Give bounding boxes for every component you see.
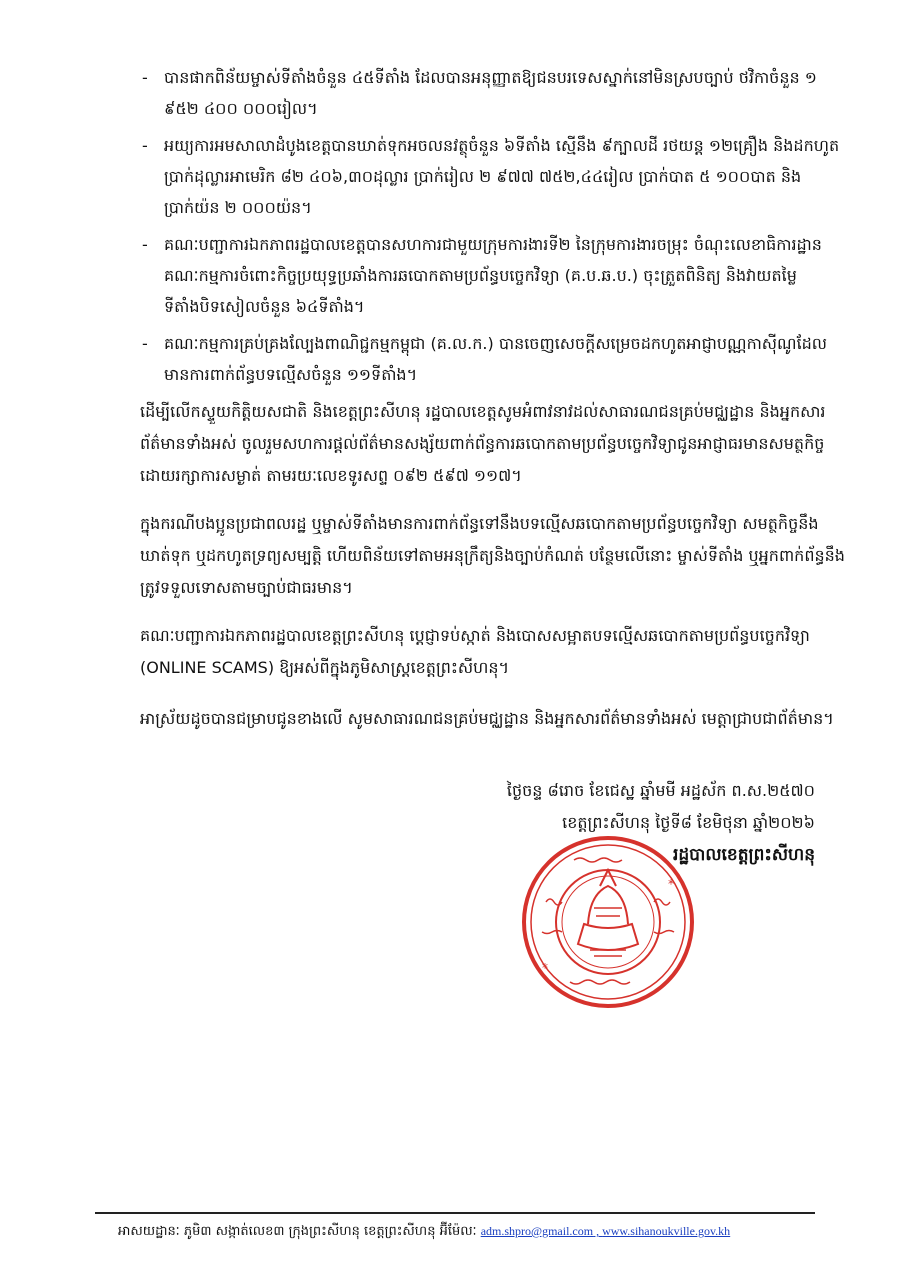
website-link[interactable]: www.sihanoukville.gov.kh — [602, 1224, 731, 1238]
list-item: - គណៈបញ្ជាការឯកភាពរដ្ឋបាលខេត្តបានសហការជាមួយក្រុមការងារទី២ នៃក្រុមការងារចម្រុះ ចំណុះលេខាធិការដ្ឋានគណៈកម្មការចំពោះកិច្ចប្រយុទ្ធប្រឆាំងការឆបោកតាមប្រព័ន្ធបច្ចេកវិទ្យា (គ.ប.ឆ.ប.) ចុះត្រួតពិនិត្យ និងវាយតម្លៃទីតាំងបិទសៀលចំនួន ៦៤ទីតាំង។ — [140, 229, 845, 322]
solar-date: ខេត្តព្រះសីហនុ ថ្ងៃទី៨ ខែមិថុនា ឆ្នាំ២០២៦ — [562, 813, 815, 832]
appeal-paragraph: ដើម្បីលើកស្ទួយកិត្តិយសជាតិ និងខេត្តព្រះសីហនុ រដ្ឋបាលខេត្តសូមអំពាវនាវដល់សាធារណជនគ្រប់មជ្ឈដ្ឋាន និងអ្នកសារព័ត៌មានទាំងអស់ ចូលរួមសហការផ្តល់ព័ត៌មានសង្ស័យពាក់ព័ន្ធការឆបោកតាមប្រព័ន្ធបច្ចេកវិទ្យាជូនអាជ្ញាធរមានសមត្ថកិច្ចដោយរក្សាការសម្ងាត់ តាមរយៈលេខទូរសព្ទ ០៩២ ៥៩៧ ១១៧។ — [140, 402, 826, 485]
commitment-paragraph: គណៈបញ្ជាការឯកភាពរដ្ឋបាលខេត្តព្រះសីហនុ ប្តេជ្ញាទប់ស្កាត់ និងបោសសម្អាតបទល្មើសឆបោកតាមប្រព័ន្ធបច្ចេកវិទ្យា (ONLINE SCAMS) ឱ្យអស់ពីក្នុងភូមិសាស្ត្រខេត្តព្រះសីហនុ។ — [140, 626, 810, 677]
list-item: - អយ្យការអមសាលាដំបូងខេត្តបានឃាត់ទុកអចលនវត្ថុចំនួន ៦ទីតាំង ស្មើនឹង ៩ក្បាលដី រថយន្ត ១២គ្រឿង និងដកហូតប្រាក់ដុល្លារអាមេរិក ៨២ ៤០៦,៣០ដុល្លារ ប្រាក់រៀល ២ ៩៧៧ ៧៥២,៤៤រៀល ប្រាក់បាត ៥ ១០០បាត និងប្រាក់យ៉ន ២ ០០០យ៉ន។ — [140, 130, 845, 223]
footer-address: អាសយដ្ឋានៈ ភូមិ៣ សង្កាត់លេខ៣ ក្រុងព្រះសីហនុ ខេត្តព្រះសីហនុ អ៊ីម៉ែលៈ — [118, 1224, 477, 1239]
signing-authority: រដ្ឋបាលខេត្តព្រះសីហនុ — [672, 845, 815, 865]
list-item: - បានផាកពិន័យម្ចាស់ទីតាំងចំនួន ៤៥ទីតាំង ដែលបានអនុញ្ញាតឱ្យជនបរទេសស្នាក់នៅមិនស្របច្បាប់ ថវិកាចំនួន ១ ៩៥២ ៤០០ ០០០រៀល។ — [140, 62, 845, 124]
svg-text:*: * — [668, 877, 674, 891]
official-seal-icon — [518, 832, 698, 1012]
results-list — [140, 62, 845, 396]
list-item: - គណៈកម្មការគ្រប់គ្រងល្បែងពាណិជ្ជកម្មកម្ពុជា (គ.ល.ក.) បានចេញសេចក្តីសម្រេចដកហូតអាជ្ញាបណ្ណកាស៊ីណូដែលមានការពាក់ព័ន្ធបទល្មើសចំនួន ១១ទីតាំង។ — [140, 328, 845, 390]
footer-separator: , — [593, 1224, 603, 1238]
footer-divider — [95, 1212, 815, 1214]
footer — [118, 1222, 730, 1241]
email-link[interactable]: adm.shpro@gmail.com — [480, 1224, 594, 1238]
lunar-date: ថ្ងៃចន្ទ ៨រោច ខែជេស្ឋ ឆ្នាំមមី អដ្ឋស័ក ព.ស.២៥៧០ — [506, 781, 815, 800]
svg-text:*: * — [542, 961, 548, 975]
closing-paragraph: អាស្រ័យដូចបានជម្រាបជូនខាងលើ សូមសាធារណជនគ្រប់មជ្ឈដ្ឋាន និងអ្នកសារព័ត៌មានទាំងអស់ មេត្តាជ្រាបជាព័ត៌មាន។ — [140, 709, 834, 728]
warning-paragraph: ក្នុងករណីបងប្អូនប្រជាពលរដ្ឋ ឬម្ចាស់ទីតាំងមានការពាក់ព័ន្ធទៅនឹងបទល្មើសឆបោកតាមប្រព័ន្ធបច្ចេកវិទ្យា សមត្ថកិច្ចនឹងឃាត់ទុក ឬដកហូតទ្រព្យសម្បត្តិ ហើយពិន័យទៅតាមអនុក្រឹត្យនិងច្បាប់កំណត់ បន្ថែមលើនោះ ម្ចាស់ទីតាំង ឬអ្នកពាក់ព័ន្ធនឹងត្រូវទទួលទោសតាមច្បាប់ជាធរមាន។ — [140, 514, 845, 597]
